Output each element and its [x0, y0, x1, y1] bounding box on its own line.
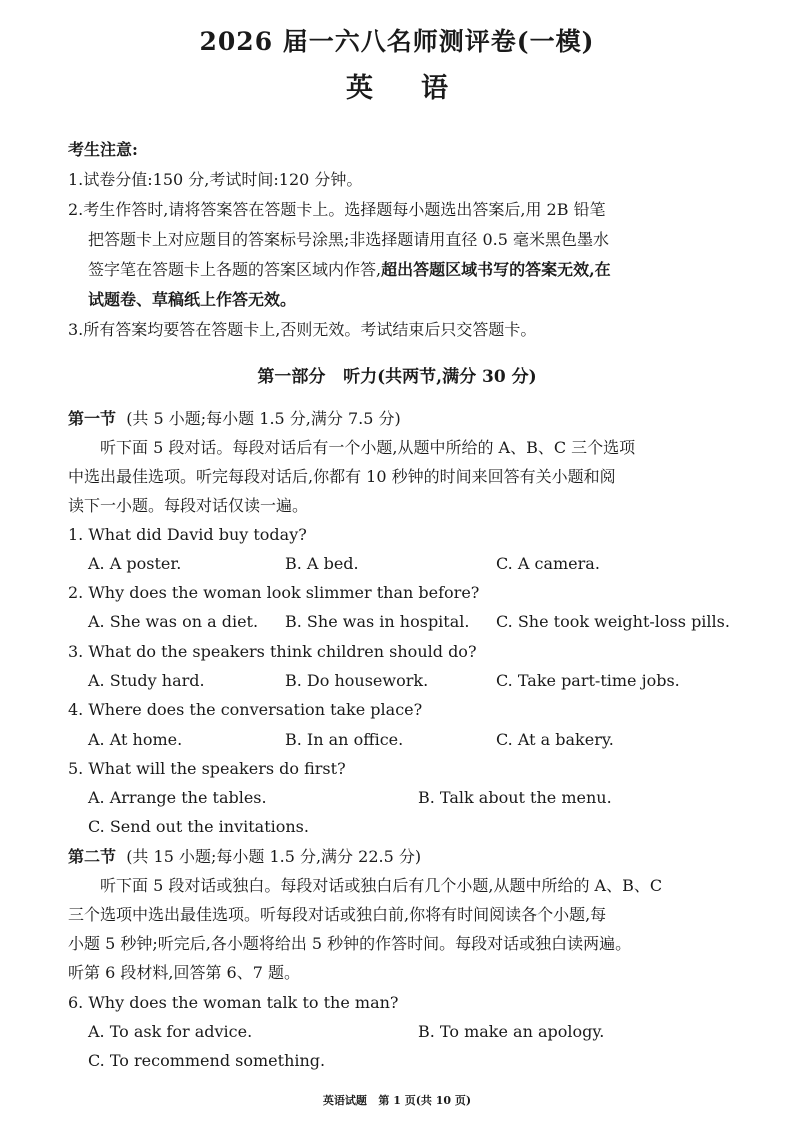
q3-option-b: B. Do housework. [285, 671, 429, 690]
q2-option-b: B. She was in hospital. [285, 612, 470, 631]
subject-title [0, 66, 794, 105]
q6-option-c: C. To recommend something. [88, 1051, 326, 1070]
section2-instr-line-3: 小题 5 秒钟;听完后,各小题将给出 5 秒钟的作答时间。每段对话或独白读两遍。 [68, 934, 632, 953]
notice-item-2-line-3-normal: 签字笔在答题卡上各题的答案区域内作答, [88, 260, 382, 279]
section2-instr-line-2: 三个选项中选出最佳选项。听每段对话或独白前,你将有时间阅读各个小题,每 [68, 905, 607, 924]
q6-option-a: A. To ask for advice. [88, 1022, 253, 1041]
question-5: 5. What will the speakers do first? [68, 759, 346, 778]
section2-instr-line-4: 听第 6 段材料,回答第 6、7 题。 [68, 963, 300, 982]
section2-info: (共 15 小题;每小题 1.5 分,满分 22.5 分) [126, 847, 422, 866]
q5-option-a: A. Arrange the tables. [88, 788, 267, 807]
notice-item-2-line-3-bold: 超出答题区域书写的答案无效,在 [381, 260, 611, 279]
section1-label: 第一节 [68, 409, 117, 428]
q6-option-b: B. To make an apology. [418, 1022, 605, 1041]
exam-title: 2026 届一六八名师测评卷(一模) [199, 27, 595, 56]
q2-option-c: C. She took weight-loss pills. [496, 612, 730, 631]
q5-option-c: C. Send out the invitations. [88, 817, 309, 836]
subject-char-1: 英 [346, 73, 373, 104]
q1-option-b: B. A bed. [285, 554, 359, 573]
q2-option-a: A. She was on a diet. [88, 612, 259, 631]
page-footer: 英语试题 第 1 页(共 10 页) [322, 1094, 472, 1107]
section2-instr-line-1: 听下面 5 段对话或独白。每段对话或独白后有几个小题,从题中所给的 A、B、C [100, 876, 663, 895]
section1-instr-line-3: 读下一小题。每段对话仅读一遍。 [68, 496, 309, 515]
q3-option-a: A. Study hard. [88, 671, 205, 690]
q4-option-c: C. At a bakery. [496, 730, 614, 749]
section1-instr-line-1: 听下面 5 段对话。每段对话后有一个小题,从题中所给的 A、B、C 三个选项 [100, 438, 636, 457]
subject-char-2: 语 [421, 73, 448, 104]
notice-item-1: 1.试卷分值:150 分,考试时间:120 分钟。 [68, 170, 363, 189]
question-6: 6. Why does the woman talk to the man? [68, 993, 399, 1012]
notice-item-2-line-2: 把答题卡上对应题目的答案标号涂黑;非选择题请用直径 0.5 毫米黑色墨水 [88, 230, 610, 249]
question-4: 4. Where does the conversation take place? [68, 700, 423, 719]
q1-option-c: C. A camera. [496, 554, 600, 573]
section2-header [68, 846, 421, 868]
question-3: 3. What do the speakers think children should do? [68, 642, 477, 661]
part1-heading: 第一部分 听力(共两节,满分 30 分) [257, 367, 537, 387]
section2-label: 第二节 [68, 847, 117, 866]
section1-info: (共 5 小题;每小题 1.5 分,满分 7.5 分) [126, 409, 401, 428]
q1-option-a: A. A poster. [88, 554, 182, 573]
notice-heading: 考生注意: [68, 140, 138, 159]
q4-option-b: B. In an office. [285, 730, 404, 749]
q4-option-a: A. At home. [88, 730, 183, 749]
notice-item-2-line-3 [88, 259, 611, 281]
notice-item-3: 3.所有答案均要答在答题卡上,否则无效。考试结束后只交答题卡。 [68, 320, 537, 339]
q3-option-c: C. Take part-time jobs. [496, 671, 680, 690]
section1-header [68, 408, 401, 430]
question-2: 2. Why does the woman look slimmer than before? [68, 583, 480, 602]
q5-option-b: B. Talk about the menu. [418, 788, 612, 807]
notice-item-2-line-1: 2.考生作答时,请将答案答在答题卡上。选择题每小题选出答案后,用 2B 铅笔 [68, 200, 606, 219]
notice-item-2-line-4: 试题卷、草稿纸上作答无效。 [88, 290, 297, 309]
question-1: 1. What did David buy today? [68, 525, 307, 544]
section1-instr-line-2: 中选出最佳选项。听完每段对话后,你都有 10 秒钟的时间来回答有关小题和阅 [68, 467, 616, 486]
